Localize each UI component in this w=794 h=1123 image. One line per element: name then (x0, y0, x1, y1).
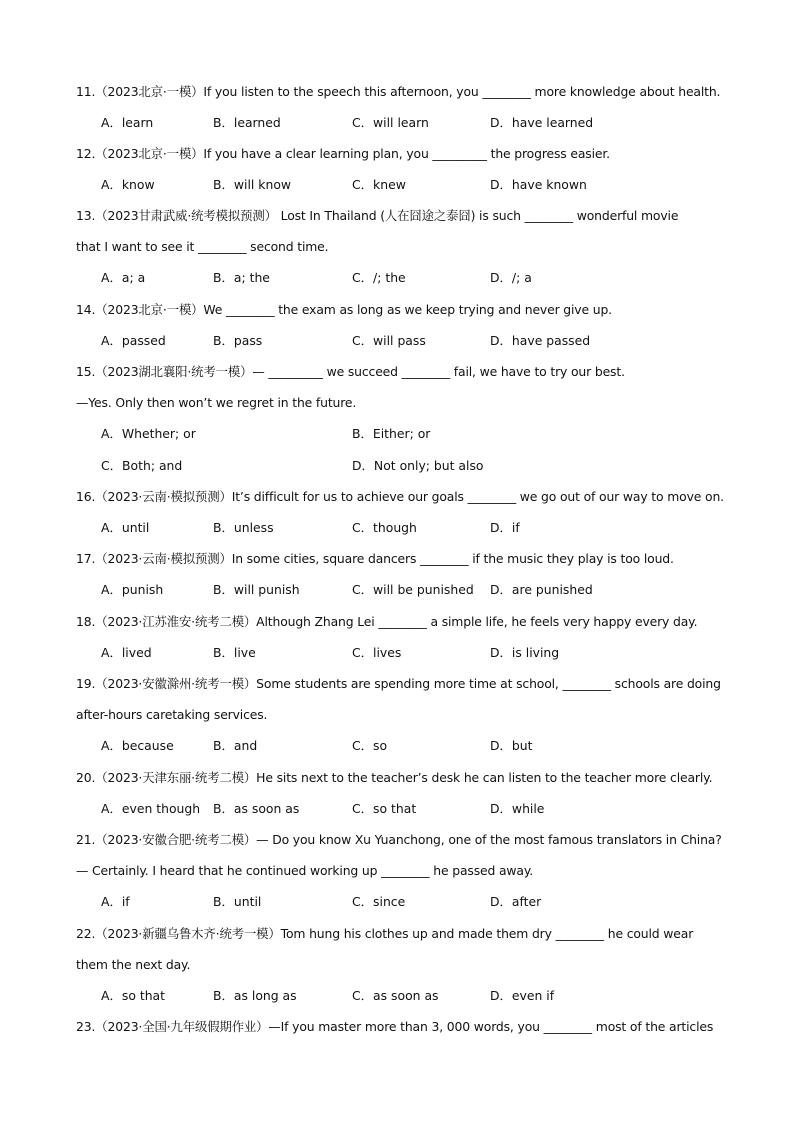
q15-option-c: C．Both; and (101, 458, 183, 473)
q18-option-b: B．live (213, 645, 256, 660)
q14-option-b: B．pass (213, 333, 263, 348)
question-13: 13.（2023甘肃武威·统考模拟预测） Lost In Thailand (人在囧途之泰囧) is such ________ wonderful movie (76, 208, 679, 223)
q12-option-a: A．know (101, 177, 155, 192)
q15-option-a: A．Whether; or (101, 426, 196, 441)
question-23: 23.（2023·全国·九年级假期作业）—If you master more than 3, 000 words, you ________ most of the articles (76, 1019, 714, 1034)
q17-option-a: A．punish (101, 582, 164, 597)
q19-option-b: B．and (213, 738, 258, 753)
q14-option-c: C．will pass (352, 333, 426, 348)
question-18: 18.（2023·江苏淮安·统考二模）Although Zhang Lei ________ a simple life, he feels very happy every day. (76, 614, 698, 629)
question-21-continued: — Certainly. I heard that he continued working up ________ he passed away. (76, 863, 534, 878)
question-15-continued: —Yes. Only then won’t we regret in the future. (76, 395, 357, 410)
question-13-continued: that I want to see it ________ second time. (76, 239, 329, 254)
q19-option-a: A．because (101, 738, 174, 753)
q18-option-d: D．is living (490, 645, 560, 660)
question-19-continued: after-hours caretaking services. (76, 707, 268, 722)
q18-option-a: A．lived (101, 645, 152, 660)
q12-option-d: D．have known (490, 177, 587, 192)
q16-option-b: B．unless (213, 520, 274, 535)
q11-option-d: D．have learned (490, 115, 594, 130)
q20-option-d: D．while (490, 801, 545, 816)
question-12: 12.（2023北京·一模）If you have a clear learning plan, you _________ the progress easier. (76, 146, 610, 161)
q21-option-d: D．after (490, 894, 542, 909)
q22-option-c: C．as soon as (352, 988, 439, 1003)
question-17: 17.（2023·云南·模拟预测）In some cities, square dancers ________ if the music they play is too loud. (76, 551, 674, 566)
question-21: 21.（2023·安徽合肥·统考二模）— Do you know Xu Yuanchong, one of the most famous translators in China? (76, 832, 722, 847)
q22-option-d: D．even if (490, 988, 555, 1003)
q15-option-b: B．Either; or (352, 426, 431, 441)
q22-option-a: A．so that (101, 988, 166, 1003)
q14-option-d: D．have passed (490, 333, 591, 348)
q16-option-d: D．if (490, 520, 520, 535)
q13-option-a: A．a; a (101, 270, 146, 285)
q16-option-a: A．until (101, 520, 150, 535)
question-11: 11.（2023北京·一模）If you listen to the speech this afternoon, you ________ more knowledge about health. (76, 84, 721, 99)
question-19: 19.（2023·安徽滁州·统考一模）Some students are spending more time at school, ________ schools are doing (76, 676, 721, 691)
q21-option-c: C．since (352, 894, 406, 909)
q15-option-d: D．Not only; but also (352, 458, 484, 473)
q12-option-b: B．will know (213, 177, 292, 192)
q17-option-c: C．will be punished (352, 582, 474, 597)
q18-option-c: C．lives (352, 645, 402, 660)
q12-option-c: C．knew (352, 177, 406, 192)
q20-option-b: B．as soon as (213, 801, 300, 816)
q13-option-b: B．a; the (213, 270, 270, 285)
q20-option-a: A．even though (101, 801, 201, 816)
question-16: 16.（2023·云南·模拟预测）It’s difficult for us to achieve our goals ________ we go out of our way to move on. (76, 489, 724, 504)
q19-option-d: D．but (490, 738, 533, 753)
q19-option-c: C．so (352, 738, 388, 753)
q17-option-d: D．are punished (490, 582, 593, 597)
q13-option-c: C．/; the (352, 270, 406, 285)
question-20: 20.（2023·天津东丽·统考二模）He sits next to the teacher’s desk he can listen to the teacher more clearly. (76, 770, 713, 785)
q21-option-a: A．if (101, 894, 130, 909)
question-22-continued: them the next day. (76, 957, 191, 972)
q11-option-c: C．will learn (352, 115, 429, 130)
q11-option-b: B．learned (213, 115, 281, 130)
q13-option-d: D．/; a (490, 270, 532, 285)
q14-option-a: A．passed (101, 333, 166, 348)
q21-option-b: B．until (213, 894, 262, 909)
question-14: 14.（2023北京·一模）We ________ the exam as long as we keep trying and never give up. (76, 302, 612, 317)
q16-option-c: C．though (352, 520, 417, 535)
question-15: 15.（2023湖北襄阳·统考一模）— _________ we succeed ________ fail, we have to try our best. (76, 364, 625, 379)
q11-option-a: A．learn (101, 115, 154, 130)
q17-option-b: B．will punish (213, 582, 300, 597)
q20-option-c: C．so that (352, 801, 417, 816)
question-22: 22.（2023·新疆乌鲁木齐·统考一模）Tom hung his clothes up and made them dry ________ he could wear (76, 926, 694, 941)
q22-option-b: B．as long as (213, 988, 297, 1003)
